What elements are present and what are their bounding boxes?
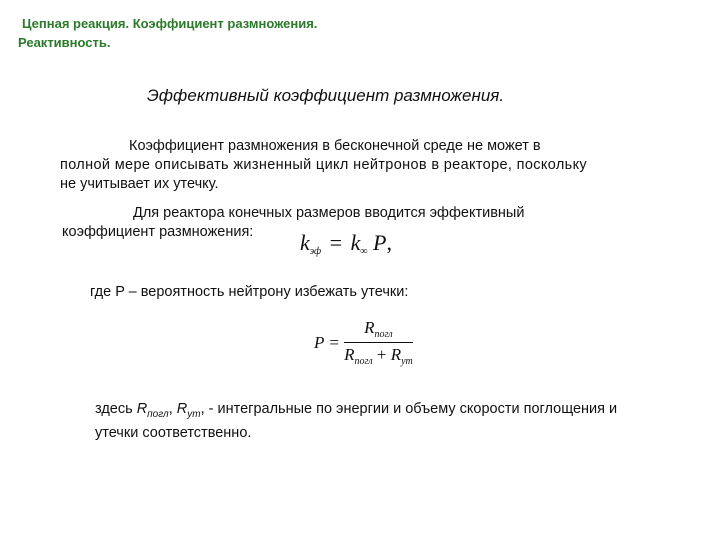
paragraph-1-line-2: полной мере описывать жизненный цикл нейтронов в реакторе, поскольку [60, 157, 588, 173]
paragraph-2-line-1: Для реактора конечных размеров вводится эффективный [133, 205, 525, 221]
fraction-numerator: $R_{погл}$ [344, 318, 413, 343]
paragraph-1 [60, 137, 587, 194]
section-title: Эффективный коэффициент размножения. [147, 86, 505, 105]
leakage-factor-p: P [372, 230, 387, 255]
paragraph-2 [62, 204, 524, 242]
header-line-1: Цепная реакция. Коэффициент размножения. [22, 16, 318, 31]
paragraph-1-line-3: не учитывает их утечку. [60, 176, 219, 192]
paragraph-1-line-1: Коэффициент размножения в бесконечной среде не может в [129, 138, 541, 154]
footnote-line-1: здесь $R_{погл}$, $R_{ут}$, - интегральные по энергии и объему скорости поглощения и [95, 401, 618, 420]
equals-sign: = [329, 230, 343, 255]
slide-header [18, 14, 317, 52]
formula-comma: , [386, 230, 392, 255]
paragraph-2-line-2: коэффициент размножения: [62, 224, 254, 240]
fraction [344, 318, 413, 367]
effective-multiplication-formula [300, 230, 392, 257]
fraction-denominator: $R_{погл} + R_{ут}$ [344, 345, 413, 367]
k-eff: $k_{эф}$ [300, 230, 322, 257]
k-infinity: $k_\infty$ [350, 230, 368, 257]
header-line-2: Реактивность. [18, 35, 111, 50]
footnote [95, 400, 617, 443]
non-leakage-probability-formula [314, 318, 413, 367]
p-equals: P = [314, 332, 340, 352]
footnote-line-2: утечки соответственно. [95, 425, 252, 441]
where-line: где P – вероятность нейтрону избежать утечки: [90, 284, 409, 300]
